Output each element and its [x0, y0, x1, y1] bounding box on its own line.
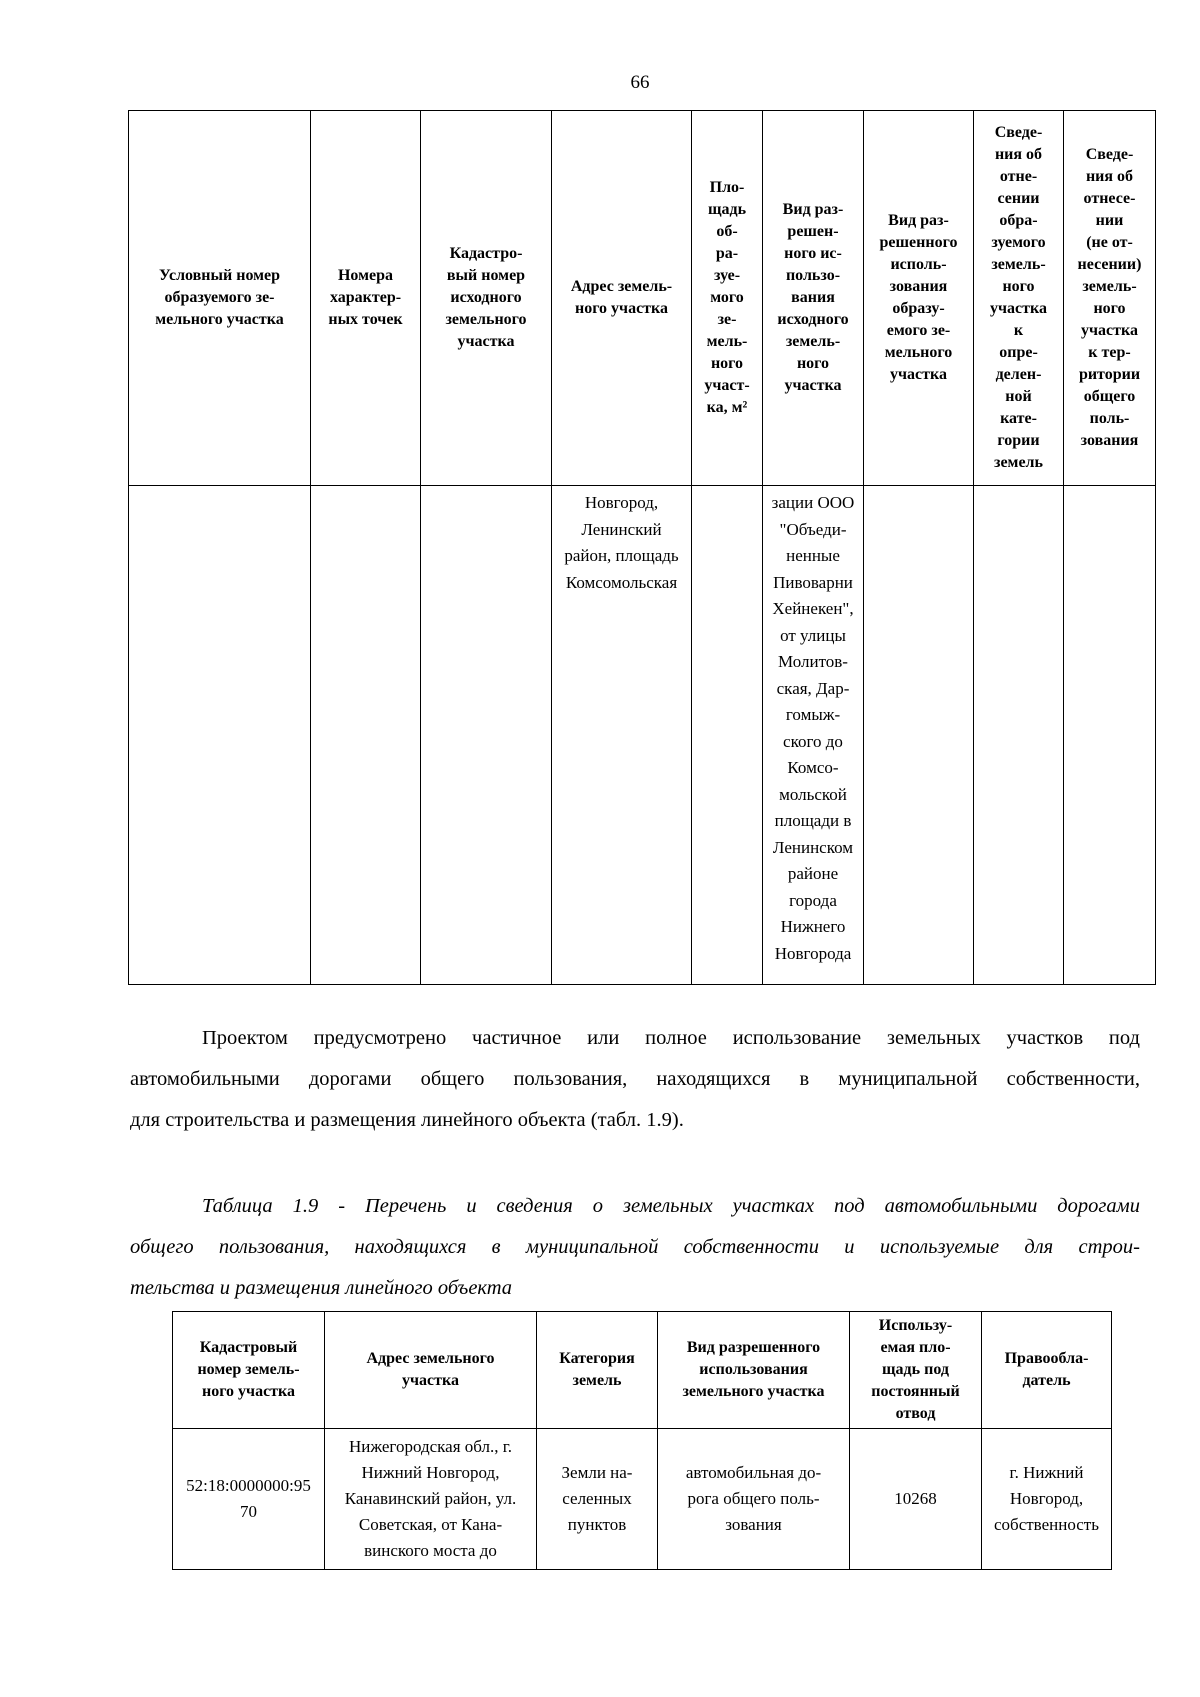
header-owner: Правообла- датель — [982, 1312, 1112, 1429]
caption-line: Таблица 1.9 - Перечень и сведения о земельных участках под автомобильными дорогами — [202, 1195, 1140, 1217]
header-point-numbers: Номера характер- ных точек — [311, 111, 421, 486]
page-number: 66 — [630, 72, 650, 93]
header-address: Адрес земельного участка — [325, 1312, 537, 1429]
cell-point-numbers — [311, 486, 421, 985]
cell-cadastral-number: 52:18:0000000:95 70 — [173, 1429, 325, 1570]
caption-line: тельства и размещения линейного объекта — [130, 1277, 513, 1299]
cell-address: Новгород, Ленинский район, площадь Комсомольская — [552, 486, 692, 985]
cell-source-cadastral-number — [421, 486, 552, 985]
cell-address: Нижегородская обл., г. Нижний Новгород, Канавинский район, ул. Советская, от Кана- винского моста до — [325, 1429, 537, 1570]
municipal-road-plots-table — [172, 1311, 1112, 1570]
paragraph-line: Проектом предусмотрено частичное или полное использование земельных участков под — [202, 1027, 1140, 1049]
table-header-row — [173, 1312, 1112, 1429]
header-used-area: Использу- емая пло- щадь под постоянный отвод — [850, 1312, 982, 1429]
cell-conditional-number — [129, 486, 311, 985]
header-address: Адрес земель- ного участка — [552, 111, 692, 486]
body-paragraph — [130, 1018, 1140, 1141]
header-cadastral-number: Кадастровый номер земель- ного участка — [173, 1312, 325, 1429]
cell-source-permitted-use: зации ООО "Объеди- ненные Пивоварни Хейнекен", от улицы Молитов- ская, Дар- гомыж- ского до Комсо- мольской площади в Ленинском районе города Нижнего Новгорода — [763, 486, 864, 985]
cell-area — [692, 486, 763, 985]
table-caption — [130, 1186, 1140, 1309]
cell-new-permitted-use — [864, 486, 974, 985]
header-source-cadastral-number: Кадастро- вый номер исходного земельного участка — [421, 111, 552, 486]
cell-used-area: 10268 — [850, 1429, 982, 1570]
header-land-category: Сведе- ния об отне- сении обра- зуемого земель- ного участка к опре- делен- ной кате- гории земель — [974, 111, 1064, 486]
table-header-row — [129, 111, 1156, 486]
header-public-territory: Сведе- ния об отнесе- нии (не от- несении) земель- ного участка к тер- ритории общего поль- зования — [1064, 111, 1156, 486]
paragraph-line: автомобильными дорогами общего пользования, находящихся в муниципальной собственности, — [130, 1068, 1140, 1090]
land-plots-table-continued — [128, 110, 1156, 985]
header-area: Пло- щадь об- ра- зуе- мого зе- мель- ного участ- ка, м² — [692, 111, 763, 486]
header-new-permitted-use: Вид раз- решенного исполь- зования образу- емого зе- мельного участка — [864, 111, 974, 486]
cell-owner: г. Нижний Новгород, собственность — [982, 1429, 1112, 1570]
header-permitted-use: Вид разрешенного использования земельного участка — [658, 1312, 850, 1429]
caption-line: общего пользования, находящихся в муниципальной собственности и используемые для строи- — [130, 1236, 1140, 1258]
cell-permitted-use: автомобильная до- рога общего поль- зования — [658, 1429, 850, 1570]
table-row — [173, 1429, 1112, 1570]
cell-land-category — [974, 486, 1064, 985]
header-land-category: Категория земель — [537, 1312, 658, 1429]
header-conditional-number: Условный номер образуемого зе- мельного участка — [129, 111, 311, 486]
cell-land-category: Земли на- селенных пунктов — [537, 1429, 658, 1570]
table-row — [129, 486, 1156, 985]
cell-public-territory — [1064, 486, 1156, 985]
paragraph-line: для строительства и размещения линейного объекта (табл. 1.9). — [130, 1109, 684, 1131]
header-source-permitted-use: Вид раз- решен- ного ис- пользо- вания исходного земель- ного участка — [763, 111, 864, 486]
